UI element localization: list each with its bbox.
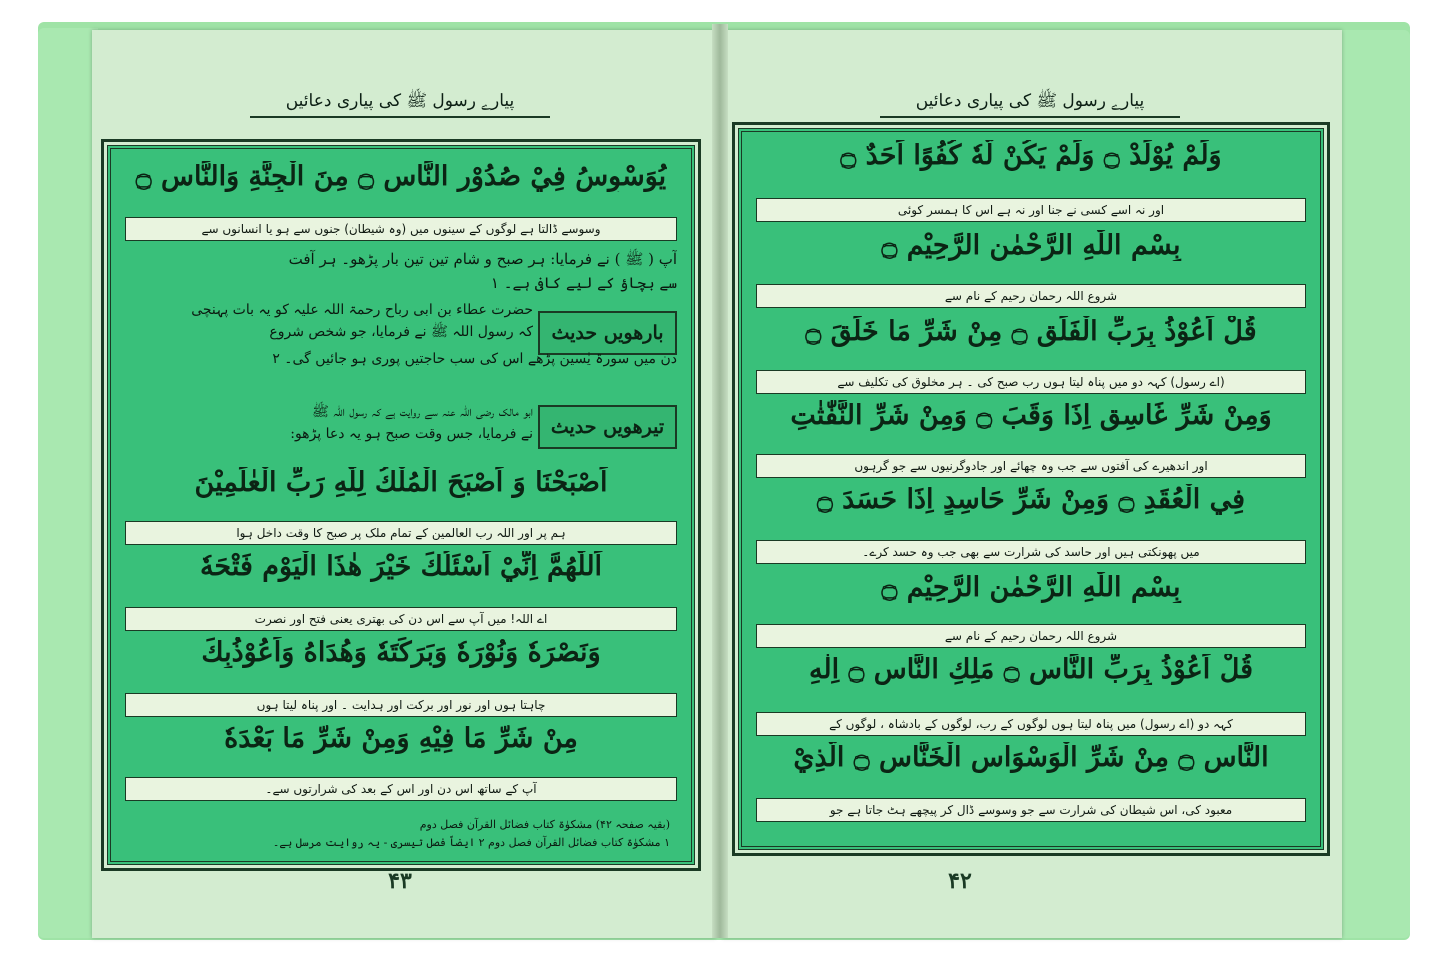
hadith-12-line-1: حضرت عطاء بن ابی رباح رحمۃ اللہ علیہ کو یہ بات پہنچی (191, 302, 533, 318)
verse-3: وَمِنْ شَرِّ غَاسِقٍ اِذَا وَقَبَ ۝ وَمِنْ شَرِّ النَّفّٰثٰتِ (790, 400, 1272, 431)
left-page-header: پیارے رسول ﷺ کی پیاری دعائیں (250, 90, 550, 118)
cover-edge-right (1340, 30, 1410, 938)
hadith-13-label: تیرھویں حدیث (538, 405, 677, 449)
right-page-number: ۴۲ (948, 868, 972, 894)
hadith-13-line-1: ابو مالک رضی اللہ عنہ سے روایت ہے کہ رسول اللہ ﷺ (311, 404, 533, 420)
left-page-panel (107, 145, 695, 865)
verse-2: قُلْ اَعُوْذُ بِرَبِّ الْفَلَقِ ۝ مِنْ شَرِّ مَا خَلَقَ ۝ (805, 316, 1257, 347)
verse-4: مِنْ شَرِّ مَا فِيْهِ وَمِنْ شَرِّ مَا بَعْدَهٗ (224, 723, 578, 754)
verse-1: اَصْبَحْنَا وَ اَصْبَحَ الْمُلْكُ لِلّٰهِ رَبِّ الْعٰلَمِيْنَ (194, 467, 608, 498)
verse-5: قُلْ اَعُوْذُ بِرَبِّ النَّاسِ ۝ مَلِكِ النَّاسِ ۝ اِلٰهِ (808, 654, 1254, 685)
book-gutter (712, 24, 728, 938)
footnote-1: (بقیہ صفحہ ۴۲) مشکوٰۃ کتاب فضائل القرآن فصل دوم (419, 818, 670, 831)
hadith-13-line-2: نے فرمایا، جس وقت صبح ہو یہ دعا پڑھو: (290, 426, 533, 442)
verse-6: النَّاسِ ۝ مِنْ شَرِّ الْوَسْوَاسِ الْخَنَّاسِ ۝ الَّذِيْ (793, 742, 1269, 773)
translation-2: اے اللہ! میں آپ سے اس دن کی بھتری یعنی فتح اور نصرت (125, 607, 677, 631)
verse-2: اَللّٰهُمَّ اِنِّيْ اَسْئَلُكَ خَيْرَ هٰذَا الْيَوْمِ فَتْحَهٗ (199, 551, 603, 582)
verse-4: فِي الْعُقَدِ ۝ وَمِنْ شَرِّ حَاسِدٍ اِذَا حَسَدَ ۝ (816, 484, 1246, 515)
bismillah-1: بِسْمِ اللّٰهِ الرَّحْمٰنِ الرَّحِيْمِ ۝ (881, 230, 1181, 261)
bismillah-2: بِسْمِ اللّٰهِ الرَّحْمٰنِ الرَّحِيْمِ ۝ (881, 572, 1181, 603)
translation-3: اور اندھیرے کی آفتوں سے جب وہ چھائے اور جادوگرنیوں سے جو گرہوں (756, 454, 1306, 478)
right-page-panel (738, 128, 1324, 850)
verse-1: وَلَمْ يُوْلَدْ ۝ وَلَمْ يَكُنْ لَّهٗ كُفُوًا اَحَدٌ ۝ (840, 140, 1222, 171)
translation-bismillah-1: شروع اللہ رحمان رحیم کے نام سے (756, 284, 1306, 308)
verse-top: يُوَسْوِسُ فِيْ صُدُوْرِ النَّاسِ ۝ مِنَ الْجِنَّةِ وَالنَّاسِ ۝ (135, 161, 667, 192)
note-line-1: آپ ( ﷺ ) نے فرمایا: ہر صبح و شام تین تین بار پڑھو۔ ہر آفت (288, 250, 677, 268)
note-line-2: سے بچاؤ کے لیے کافی ہے۔ ۱ (490, 274, 677, 292)
translation-2: (اے رسول) کہہ دو میں پناہ لیتا ہوں رب صبح کی ۔ ہر مخلوق کی تکلیف سے (756, 370, 1306, 394)
right-page-header: پیارے رسول ﷺ کی پیاری دعائیں (880, 90, 1180, 118)
translation-1: اور نہ اسے کسی نے جنا اور نہ ہے اس کا ہمسر کوئی (756, 198, 1306, 222)
translation-3: چاہتا ہوں اور نور اور برکت اور ہدایت ۔ اور پناہ لیتا ہوں (125, 693, 677, 717)
translation-5: کہہ دو (اے رسول) میں پناہ لیتا ہوں لوگوں کے رب، لوگوں کے بادشاہ ، لوگوں کے (756, 712, 1306, 736)
cover-edge-left (38, 28, 98, 938)
verse-3: وَنَصْرَهٗ وَنُوْرَهٗ وَبَرَكَتَهٗ وَهُدَاهُ وَاَعُوْذُبِكَ (201, 637, 601, 668)
translation-4: میں پھونکتی ہیں اور حاسد کی شرارت سے بھی جب وہ حسد کرے۔ (756, 540, 1306, 564)
left-page-number: ۴۳ (388, 868, 412, 894)
hadith-12-line-3: دن میں سورۃ یٰسین پڑھے اس کی سب حاجتیں پوری ہو جائیں گی۔ ۲ (272, 351, 677, 367)
translation-bismillah-2: شروع اللہ رحمان رحیم کے نام سے (756, 624, 1306, 648)
translation-top: وسوسے ڈالتا ہے لوگوں کے سینوں میں (وہ شیطان) جنوں سے ہو یا انسانوں سے (125, 217, 677, 241)
translation-6: معبود کی، اس شیطان کی شرارت سے جو وسوسے ڈال کر پیچھے ہٹ جاتا ہے جو (756, 798, 1306, 822)
translation-4: آپ کے ساتھ اس دن اور اس کے بعد کی شرارتوں سے۔ (125, 777, 677, 801)
footnote-2: ۱ مشکوٰۃ کتاب فضائل القرآن فصل دوم ۲ ایضاً فصل تیسری - یہ روایت مرسل ہے۔ (272, 836, 670, 849)
hadith-12-line-2: کہ رسول اللہ ﷺ نے فرمایا، جو شخص شروع (269, 324, 533, 340)
hadith-12-label: بارھویں حدیث (538, 311, 677, 355)
translation-1: ہم پر اور اللہ رب العالمین کے تمام ملک پر صبح کا وقت داخل ہوا (125, 521, 677, 545)
